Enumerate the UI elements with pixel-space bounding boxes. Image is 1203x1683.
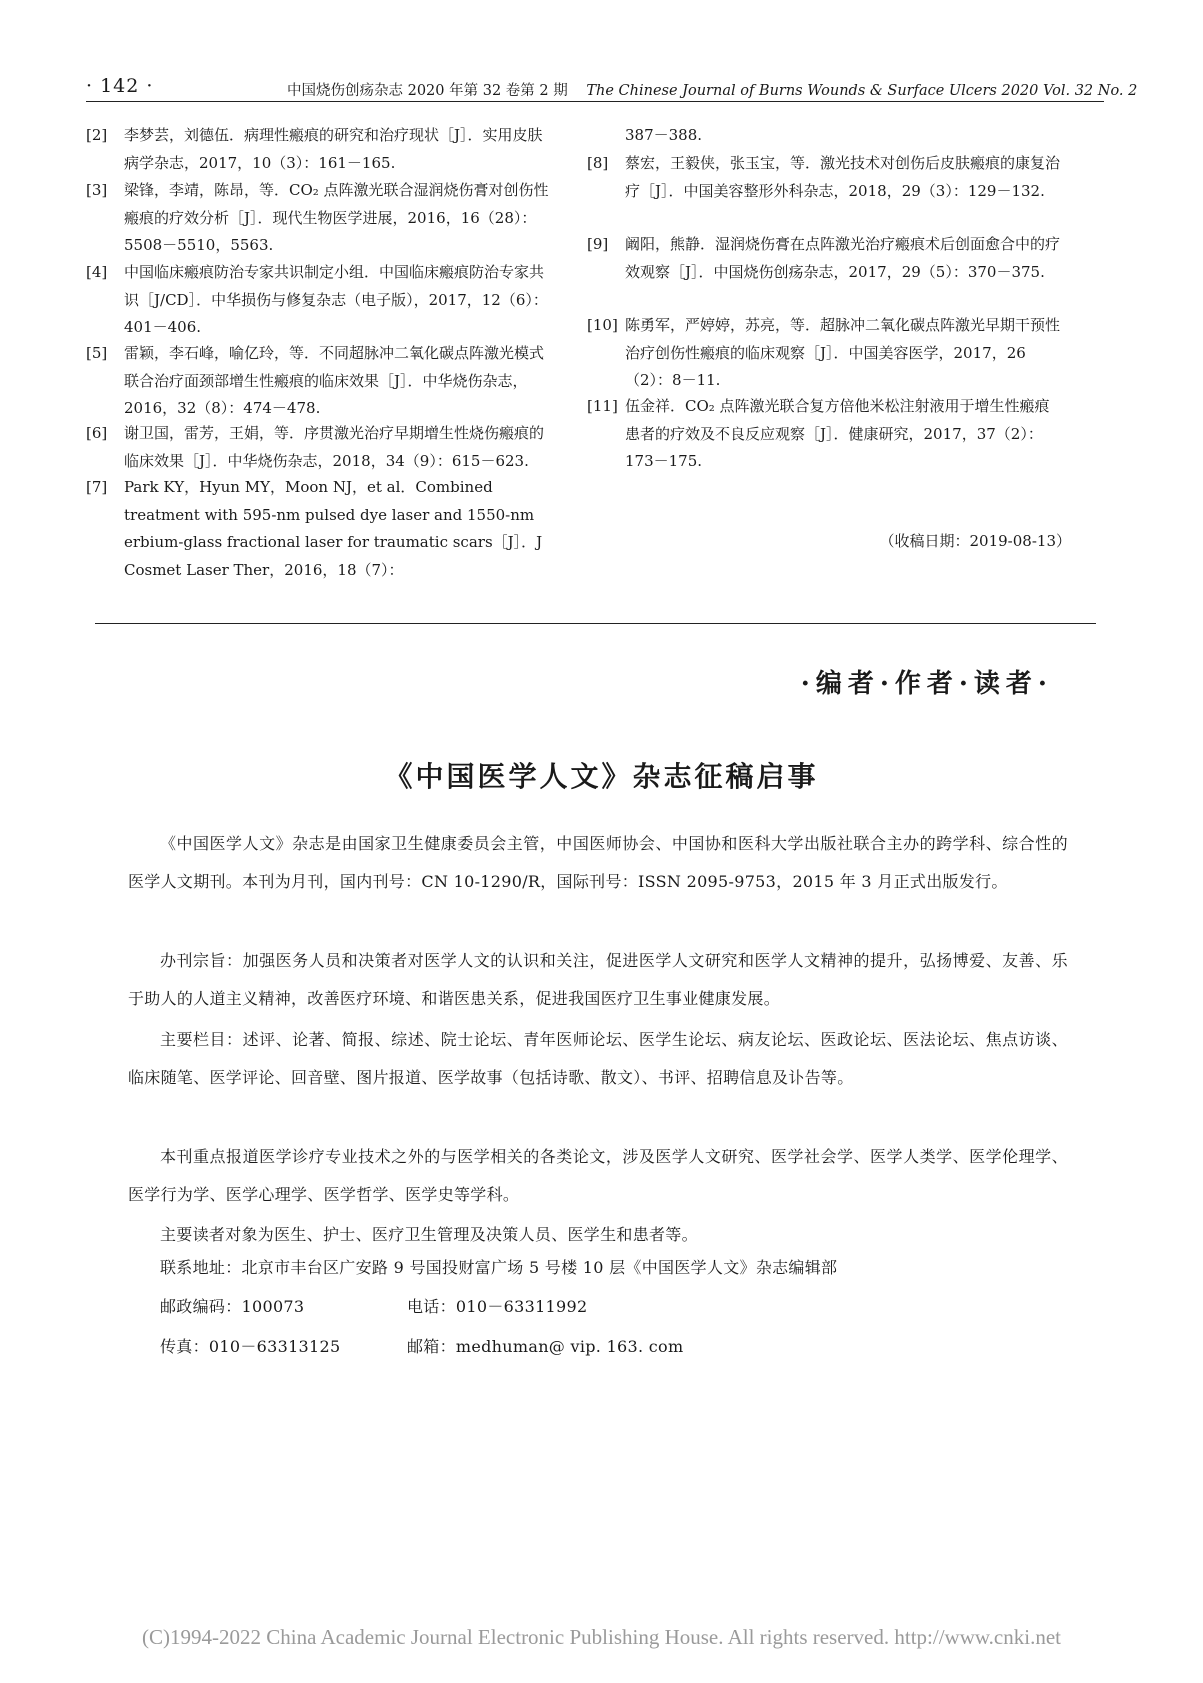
reference-item [86,474,552,584]
reference-item [86,122,552,177]
reference-item [86,420,552,475]
reference-number: [11] [587,397,618,415]
reference-number: [5] [86,344,108,362]
reference-item [587,231,1063,286]
reference-item [587,393,1063,476]
contact-postcode: 邮政编码：100073 [160,1297,305,1316]
reference-text: 陈勇军，严婷婷，苏亮，等．超脉冲二氧化碳点阵激光早期干预性治疗创伤性瘢痕的临床观察［J］．中国美容医学，2017，26（2）：8－11. [625,316,1061,389]
reference-number: [9] [587,235,609,253]
contact-address: 联系地址：北京市丰台区广安路 9 号国投财富广场 5 号楼 10 层《中国医学人文》杂志编辑部 [160,1258,838,1277]
reference-item [86,340,552,423]
notice-title: 《中国医学人文》杂志征稿启事 [384,760,819,793]
reference-item [587,312,1063,395]
reference-continuation: 387－388. [625,126,703,144]
reference-number: [8] [587,154,609,172]
running-header [287,79,1137,100]
reference-text: 蔡宏，王毅侠，张玉宝，等．激光技术对创伤后皮肤瘢痕的康复治疗［J］．中国美容整形外科杂志，2018，29（3）：129－132. [625,154,1061,200]
notice-paragraph: 本刊重点报道医学诊疗专业技术之外的与医学相关的各类论文，涉及医学人文研究、医学社会学、医学人类学、医学伦理学、医学行为学、医学心理学、医学哲学、医学史等学科。 [128,1147,1068,1204]
reference-number: [10] [587,316,618,334]
reference-text: 李梦芸，刘德伍．病理性瘢痕的研究和治疗现状［J］．实用皮肤病学杂志，2017，10（3）：161－165. [124,126,543,172]
notice-paragraph: 《中国医学人文》杂志是由国家卫生健康委员会主管，中国医师协会、中国协和医科大学出版社联合主办的跨学科、综合性的医学人文期刊。本刊为月刊，国内刊号：CN 10-1290/R，国际刊号：ISSN 2095-9753，2015 年 3 月正式出版发行。 [128,834,1068,891]
page-number: · 142 · [86,75,154,97]
reference-number: [7] [86,478,108,496]
contact-email: 邮箱：medhuman@ vip. 163. com [407,1337,684,1356]
journal-title-cn: 中国烧伤创疡杂志 2020 年第 32 卷第 2 期 [287,83,568,99]
reference-number: [3] [86,181,108,199]
notice-paragraph: 办刊宗旨：加强医务人员和决策者对医学人文的认识和关注，促进医学人文研究和医学人文精神的提升，弘扬博爱、友善、乐于助人的人道主义精神，改善医疗环境、和谐医患关系，促进我国医疗卫生事业健康发展。 [128,951,1068,1008]
reference-item [86,259,552,342]
reference-text: 梁锋，李靖，陈昂，等．CO₂ 点阵激光联合湿润烧伤膏对创伤性瘢痕的疗效分析［J］．现代生物医学进展，2016，16（28）：5508－5510，5563. [124,181,549,254]
reference-item [86,177,552,260]
reference-number: [2] [86,126,108,144]
notice-paragraph: 主要栏目：述评、论著、简报、综述、院士论坛、青年医师论坛、医学生论坛、病友论坛、医政论坛、医法论坛、焦点访谈、临床随笔、医学评论、回音壁、图片报道、医学故事（包括诗歌、散文）、书评、招聘信息及讣告等。 [128,1030,1068,1087]
reference-text: 伍金祥．CO₂ 点阵激光联合复方倍他米松注射液用于增生性瘢痕患者的疗效及不良反应观察［J］．健康研究，2017，37（2）：173－175. [625,397,1050,470]
header-rule [86,101,1104,102]
reference-number: [6] [86,424,108,442]
reference-text: 阚阳，熊静．湿润烧伤膏在点阵激光治疗瘢痕术后创面愈合中的疗效观察［J］．中国烧伤创疡杂志，2017，29（5）：370－375. [625,235,1061,281]
reference-item [587,150,1063,205]
reference-text: 雷颖，李石峰，喻亿玲，等．不同超脉冲二氧化碳点阵激光模式联合治疗面颈部增生性瘢痕的临床效果［J］．中华烧伤杂志，2016，32（8）：474－478. [124,344,545,417]
contact-phone: 电话：010－63311992 [407,1297,588,1316]
received-date: （收稿日期：2019-08-13） [879,532,1071,550]
section-divider [95,623,1096,624]
section-tag: ·编者·作者·读者· [800,669,1053,699]
reference-number: [4] [86,263,108,281]
journal-title-en: The Chinese Journal of Burns Wounds & Surface Ulcers 2020 Vol. 32 No. 2 [586,83,1138,99]
reference-text: 中国临床瘢痕防治专家共识制定小组．中国临床瘢痕防治专家共识［J/CD］．中华损伤与修复杂志（电子版），2017，12（6）：401－406. [124,263,548,336]
contact-fax: 传真：010－63313125 [160,1337,341,1356]
copyright-footer: (C)1994-2022 China Academic Journal Electronic Publishing House. All rights reserved. http://www.cnki.net [142,1625,1061,1649]
reference-text: Park KY，Hyun MY，Moon NJ，et al．Combined treatment with 595-nm pulsed dye laser and 1550-nm erbium-glass fractional laser for traumatic scars［J］．J Cosmet Laser Ther，2016，18（7）： [124,478,543,579]
reference-text: 谢卫国，雷芳，王娟，等．序贯激光治疗早期增生性烧伤瘢痕的临床效果［J］．中华烧伤杂志，2018，34（9）：615－623. [124,424,545,470]
notice-paragraph: 主要读者对象为医生、护士、医疗卫生管理及决策人员、医学生和患者等。 [160,1225,698,1244]
